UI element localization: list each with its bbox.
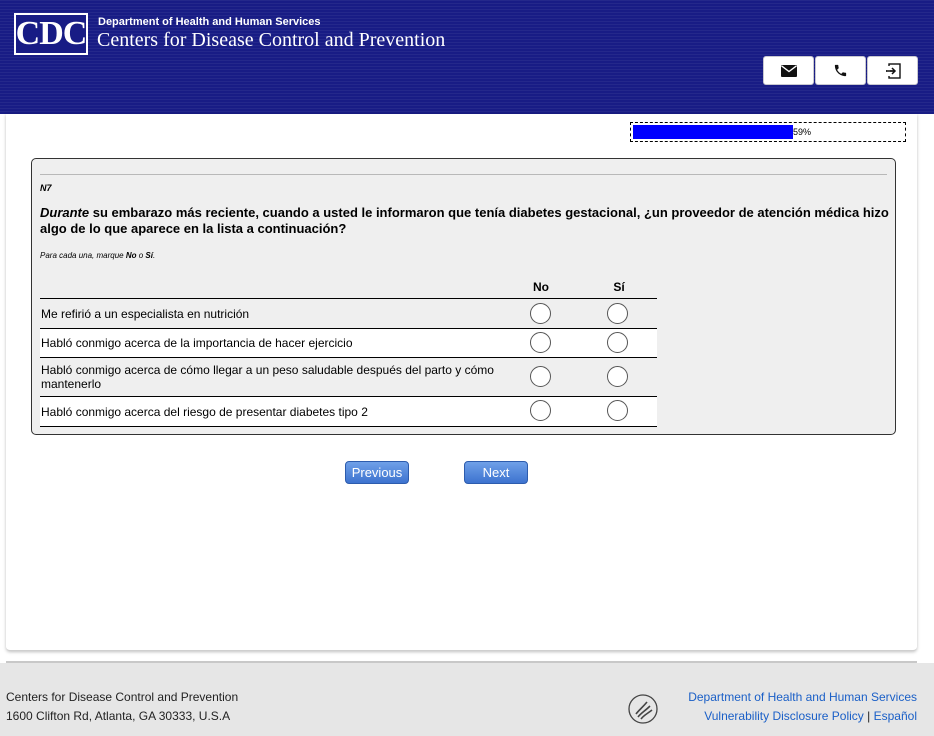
vulnerability-policy-link[interactable]: Vulnerability Disclosure Policy	[704, 709, 864, 723]
radio-si[interactable]	[607, 366, 628, 387]
footer-org-name: Centers for Disease Control and Prevention	[6, 690, 239, 704]
instruction-prefix: Para cada una, marque	[40, 251, 126, 260]
cdc-logo-text: CDC	[15, 15, 87, 52]
row-label: Habló conmigo acerca del riesgo de presentar diabetes tipo 2	[41, 405, 368, 419]
row-label: Habló conmigo acerca de cómo llegar a un peso saludable después del parto y cómo mantenerlo	[41, 363, 494, 391]
radio-si[interactable]	[607, 400, 628, 421]
radio-si[interactable]	[607, 332, 628, 353]
question-emphasis: Durante	[40, 205, 90, 220]
instruction-si: Sí	[145, 251, 153, 260]
radio-no[interactable]	[530, 332, 551, 353]
exit-button[interactable]	[867, 56, 918, 85]
row-label: Me refirió a un especialista en nutrición	[41, 307, 250, 321]
footer-links	[704, 709, 917, 723]
radio-no[interactable]	[530, 400, 551, 421]
question-row	[40, 357, 657, 396]
instruction-no: No	[125, 251, 137, 260]
header-actions	[763, 56, 918, 85]
question-text	[40, 205, 890, 237]
instruction-mid: o	[136, 251, 146, 260]
envelope-icon	[781, 65, 797, 77]
question-instruction	[40, 251, 155, 260]
department-name: Department of Health and Human Services	[98, 16, 321, 28]
hhs-eagle-icon	[627, 693, 659, 725]
question-row	[40, 298, 657, 328]
radio-si[interactable]	[607, 303, 628, 324]
question-row	[40, 328, 657, 357]
column-header-si: Sí	[613, 280, 625, 294]
exit-icon	[885, 63, 901, 79]
site-footer	[0, 663, 934, 736]
row-label: Habló conmigo acerca de la importancia de hacer ejercicio	[41, 336, 353, 350]
hhs-link[interactable]: Department of Health and Human Services	[688, 690, 917, 704]
next-button[interactable]: Next	[464, 461, 528, 484]
question-id: N7	[40, 183, 52, 193]
email-button[interactable]	[763, 56, 814, 85]
question-panel	[31, 158, 896, 435]
progress-fill	[633, 125, 793, 139]
radio-no[interactable]	[530, 366, 551, 387]
question-body: su embarazo más reciente, cuando a usted le informaron que tenía diabetes gestacional, ¿un proveedor de atención médica hizo algo de lo que aparece en la lista a continuación?	[40, 205, 889, 236]
question-row	[40, 396, 657, 426]
site-header	[0, 0, 934, 114]
link-separator: |	[867, 709, 871, 723]
instruction-suffix: .	[152, 251, 156, 260]
espanol-link[interactable]: Español	[873, 709, 917, 723]
table-bottom-border	[40, 426, 657, 427]
previous-button[interactable]: Previous	[345, 461, 409, 484]
footer-address: 1600 Clifton Rd, Atlanta, GA 30333, U.S.A	[6, 709, 231, 723]
cdc-logo[interactable]	[14, 13, 88, 55]
radio-no[interactable]	[530, 303, 551, 324]
progress-bar	[630, 122, 906, 142]
phone-button[interactable]	[815, 56, 866, 85]
agency-name: Centers for Disease Control and Prevention	[97, 29, 446, 51]
progress-label: 59%	[793, 127, 812, 137]
phone-icon	[833, 63, 848, 78]
divider	[40, 174, 887, 175]
column-header-no: No	[533, 280, 549, 294]
